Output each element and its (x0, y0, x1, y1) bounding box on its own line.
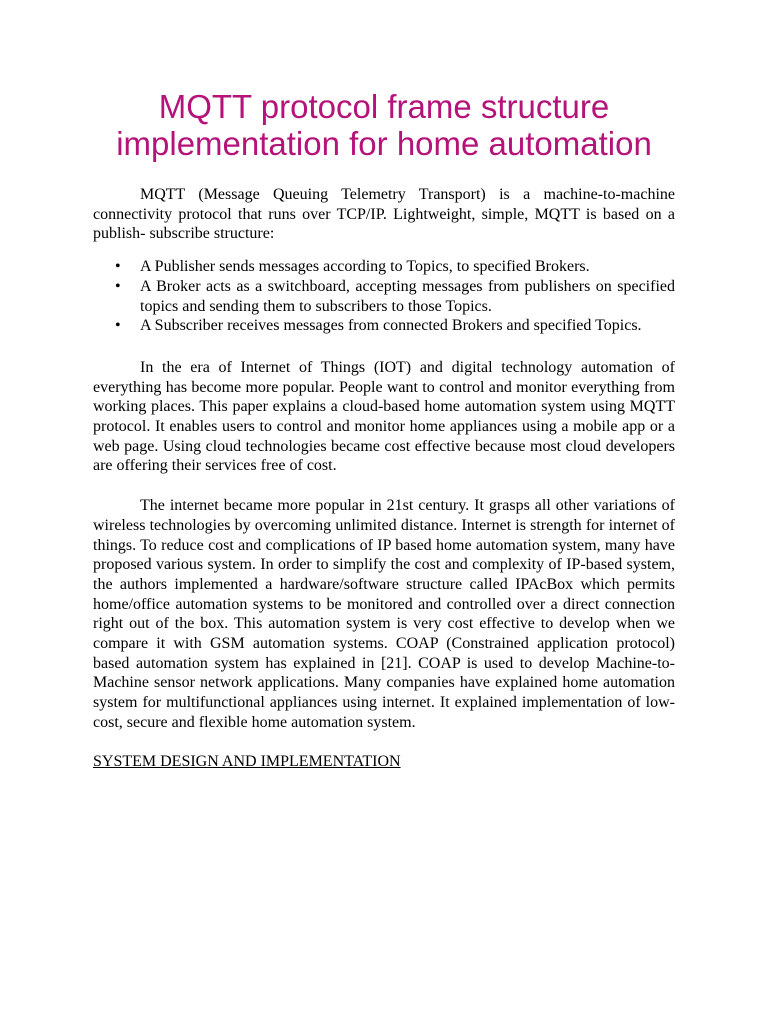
bullet-item-publisher (93, 257, 675, 277)
bullet-item-subscriber (93, 316, 675, 336)
bullet-text: A Subscriber receives messages from connected Brokers and specified Topics. (140, 317, 642, 335)
iot-paragraph: In the era of Internet of Things (IOT) and digital technology automation of everything has become more popular. People want to control and monitor everything from working places. This paper explains a cloud-based home automation system using MQTT protocol. It enables users to control and monitor home appliances using a mobile app or a web page. Using cloud technologies became cost effective because most cloud developers are offering their services free of cost. (93, 358, 675, 475)
bullet-list (93, 257, 675, 336)
bullet-text: A Publisher sends messages according to Topics, to specified Brokers. (140, 258, 590, 276)
section-heading: SYSTEM DESIGN AND IMPLEMENTATION (93, 752, 401, 770)
bullet-text: A Broker acts as a switchboard, accepting messages from publishers on specified topics and sending them to subscribers to those Topics. (140, 277, 675, 315)
bullet-icon: • (115, 277, 121, 295)
bullet-item-broker (93, 277, 675, 316)
intro-paragraph: MQTT (Message Queuing Telemetry Transport) is a machine-to-machine connectivity protocol that runs over TCP/IP. Lightweight, simple, MQTT is based on a publish- subscribe structure: (93, 186, 675, 243)
document-title: MQTT protocol frame structure implementation for home automation (116, 88, 652, 162)
bullet-icon: • (115, 258, 121, 276)
document-page (93, 0, 675, 771)
bullet-icon: • (115, 317, 121, 335)
internet-paragraph: The internet became more popular in 21st century. It grasps all other variations of wireless technologies by overcoming unlimited distance. Internet is strength for internet of things. To reduce cost and complications of IP based home automation system, many have proposed various system. In order to simplify the cost and complexity of IP-based system, the authors implemented a hardware/software structure called IPAcBox which permits home/office automation systems to be monitored and controlled over a direct connection right out of the box. This automation system is very cost effective to develop when we compare it with GSM automation systems. COAP (Constrained application protocol) based automation system has explained in [21]. COAP is used to develop Machine-to-Machine sensor network applications. Many companies have explained home automation system for multifunctional appliances using internet. It explained implementation of low-cost, secure and flexible home automation system. (93, 497, 675, 731)
